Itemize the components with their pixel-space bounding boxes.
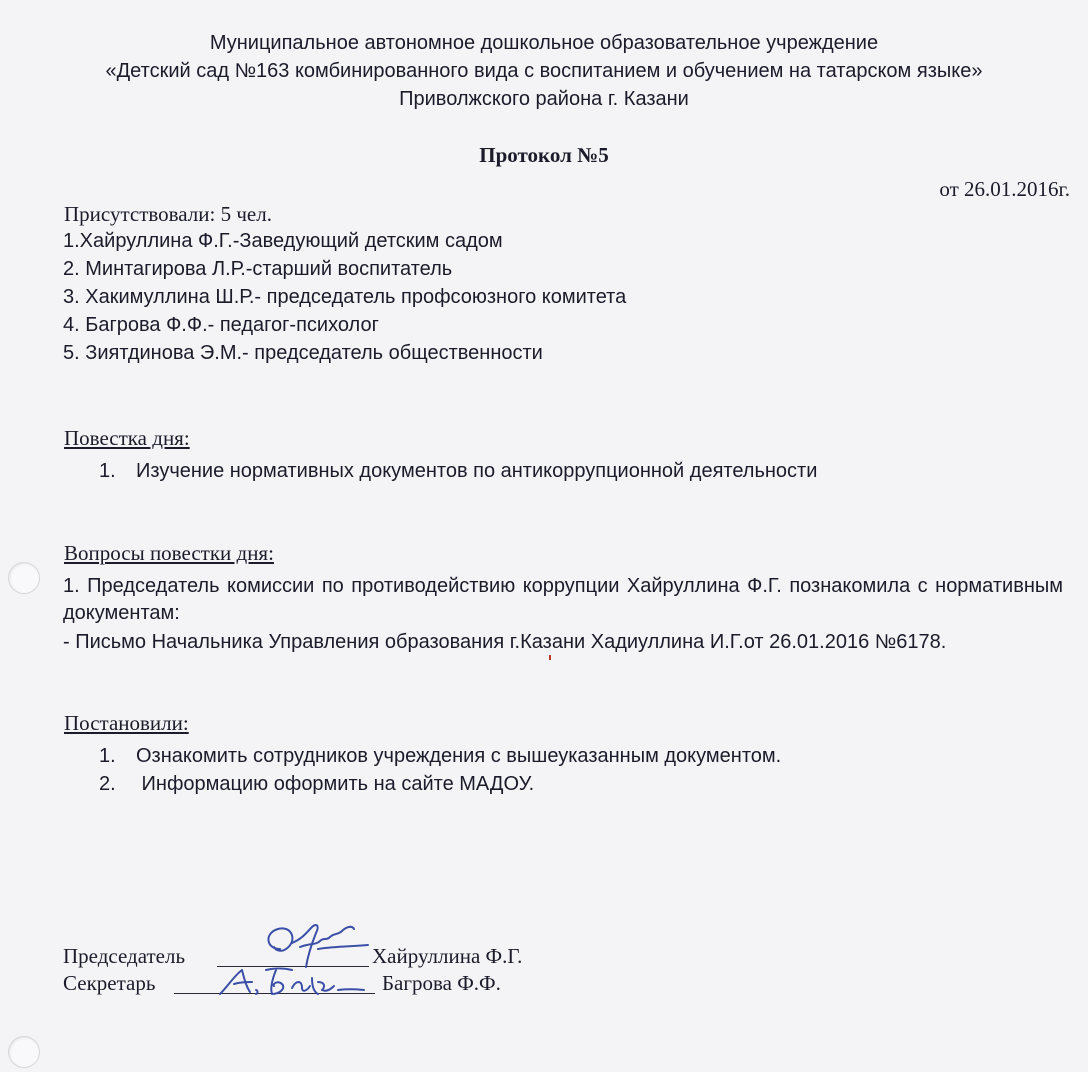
agenda-item-text: Изучение нормативных документов по антикоррупционной деятельности — [136, 460, 818, 482]
resolution-item-1-num: 1. — [99, 745, 116, 767]
attendee-5: 5. Зиятдинова Э.М.- председатель общественности — [63, 342, 543, 364]
resolution-item-1-text: Ознакомить сотрудников учреждения с вышеуказанным документом. — [136, 745, 782, 767]
attendee-2: 2. Минтагирова Л.Р.-старший воспитатель — [63, 258, 453, 280]
header-line-3: Приволжского района г. Казани — [399, 88, 689, 110]
questions-paragraph-1: 1. Председатель комиссии по противодействию коррупции Хайруллина Ф.Г. познакомила с нормативным документам: — [63, 575, 1063, 624]
header-line-1: Муниципальное автономное дошкольное образовательное учреждение — [209, 32, 879, 54]
agenda-item-num: 1. — [99, 460, 116, 482]
agenda-heading: Повестка дня: — [64, 426, 190, 450]
chair-name: Хайруллина Ф.Г. — [372, 944, 523, 968]
questions-heading: Вопросы повестки дня: — [64, 541, 274, 565]
attendee-4: 4. Багрова Ф.Ф.- педагог-психолог — [63, 314, 379, 336]
protocol-title: Протокол №5 — [479, 143, 609, 167]
secretary-signature — [214, 960, 374, 1002]
chair-role: Председатель — [63, 944, 186, 968]
punch-hole-bottom — [8, 1036, 40, 1068]
protocol-date: от 26.01.2016г. — [939, 177, 1070, 201]
attendee-1: 1.Хайруллина Ф.Г.-Заведующий детским садом — [63, 230, 503, 252]
header-line-2: «Детский сад №163 комбинированного вида с воспитанием и обучением на татарском языке» — [105, 60, 983, 82]
attendee-3: 3. Хакимуллина Ш.Р.- председатель профсоюзного комитета — [63, 286, 627, 308]
punch-hole-top — [8, 562, 40, 594]
secretary-role: Секретарь — [63, 971, 156, 995]
resolution-heading: Постановили: — [64, 711, 189, 735]
attendance-heading: Присутствовали: 5 чел. — [64, 202, 272, 226]
questions-paragraph-2: - Письмо Начальника Управления образования г.Казани Хадиуллина И.Г.от 26.01.2016 №6178. — [63, 631, 947, 653]
secretary-name: Багрова Ф.Ф. — [382, 971, 501, 995]
resolution-item-2-text: Информацию оформить на сайте МАДОУ. — [136, 773, 535, 795]
resolution-item-2-num: 2. — [99, 773, 116, 795]
